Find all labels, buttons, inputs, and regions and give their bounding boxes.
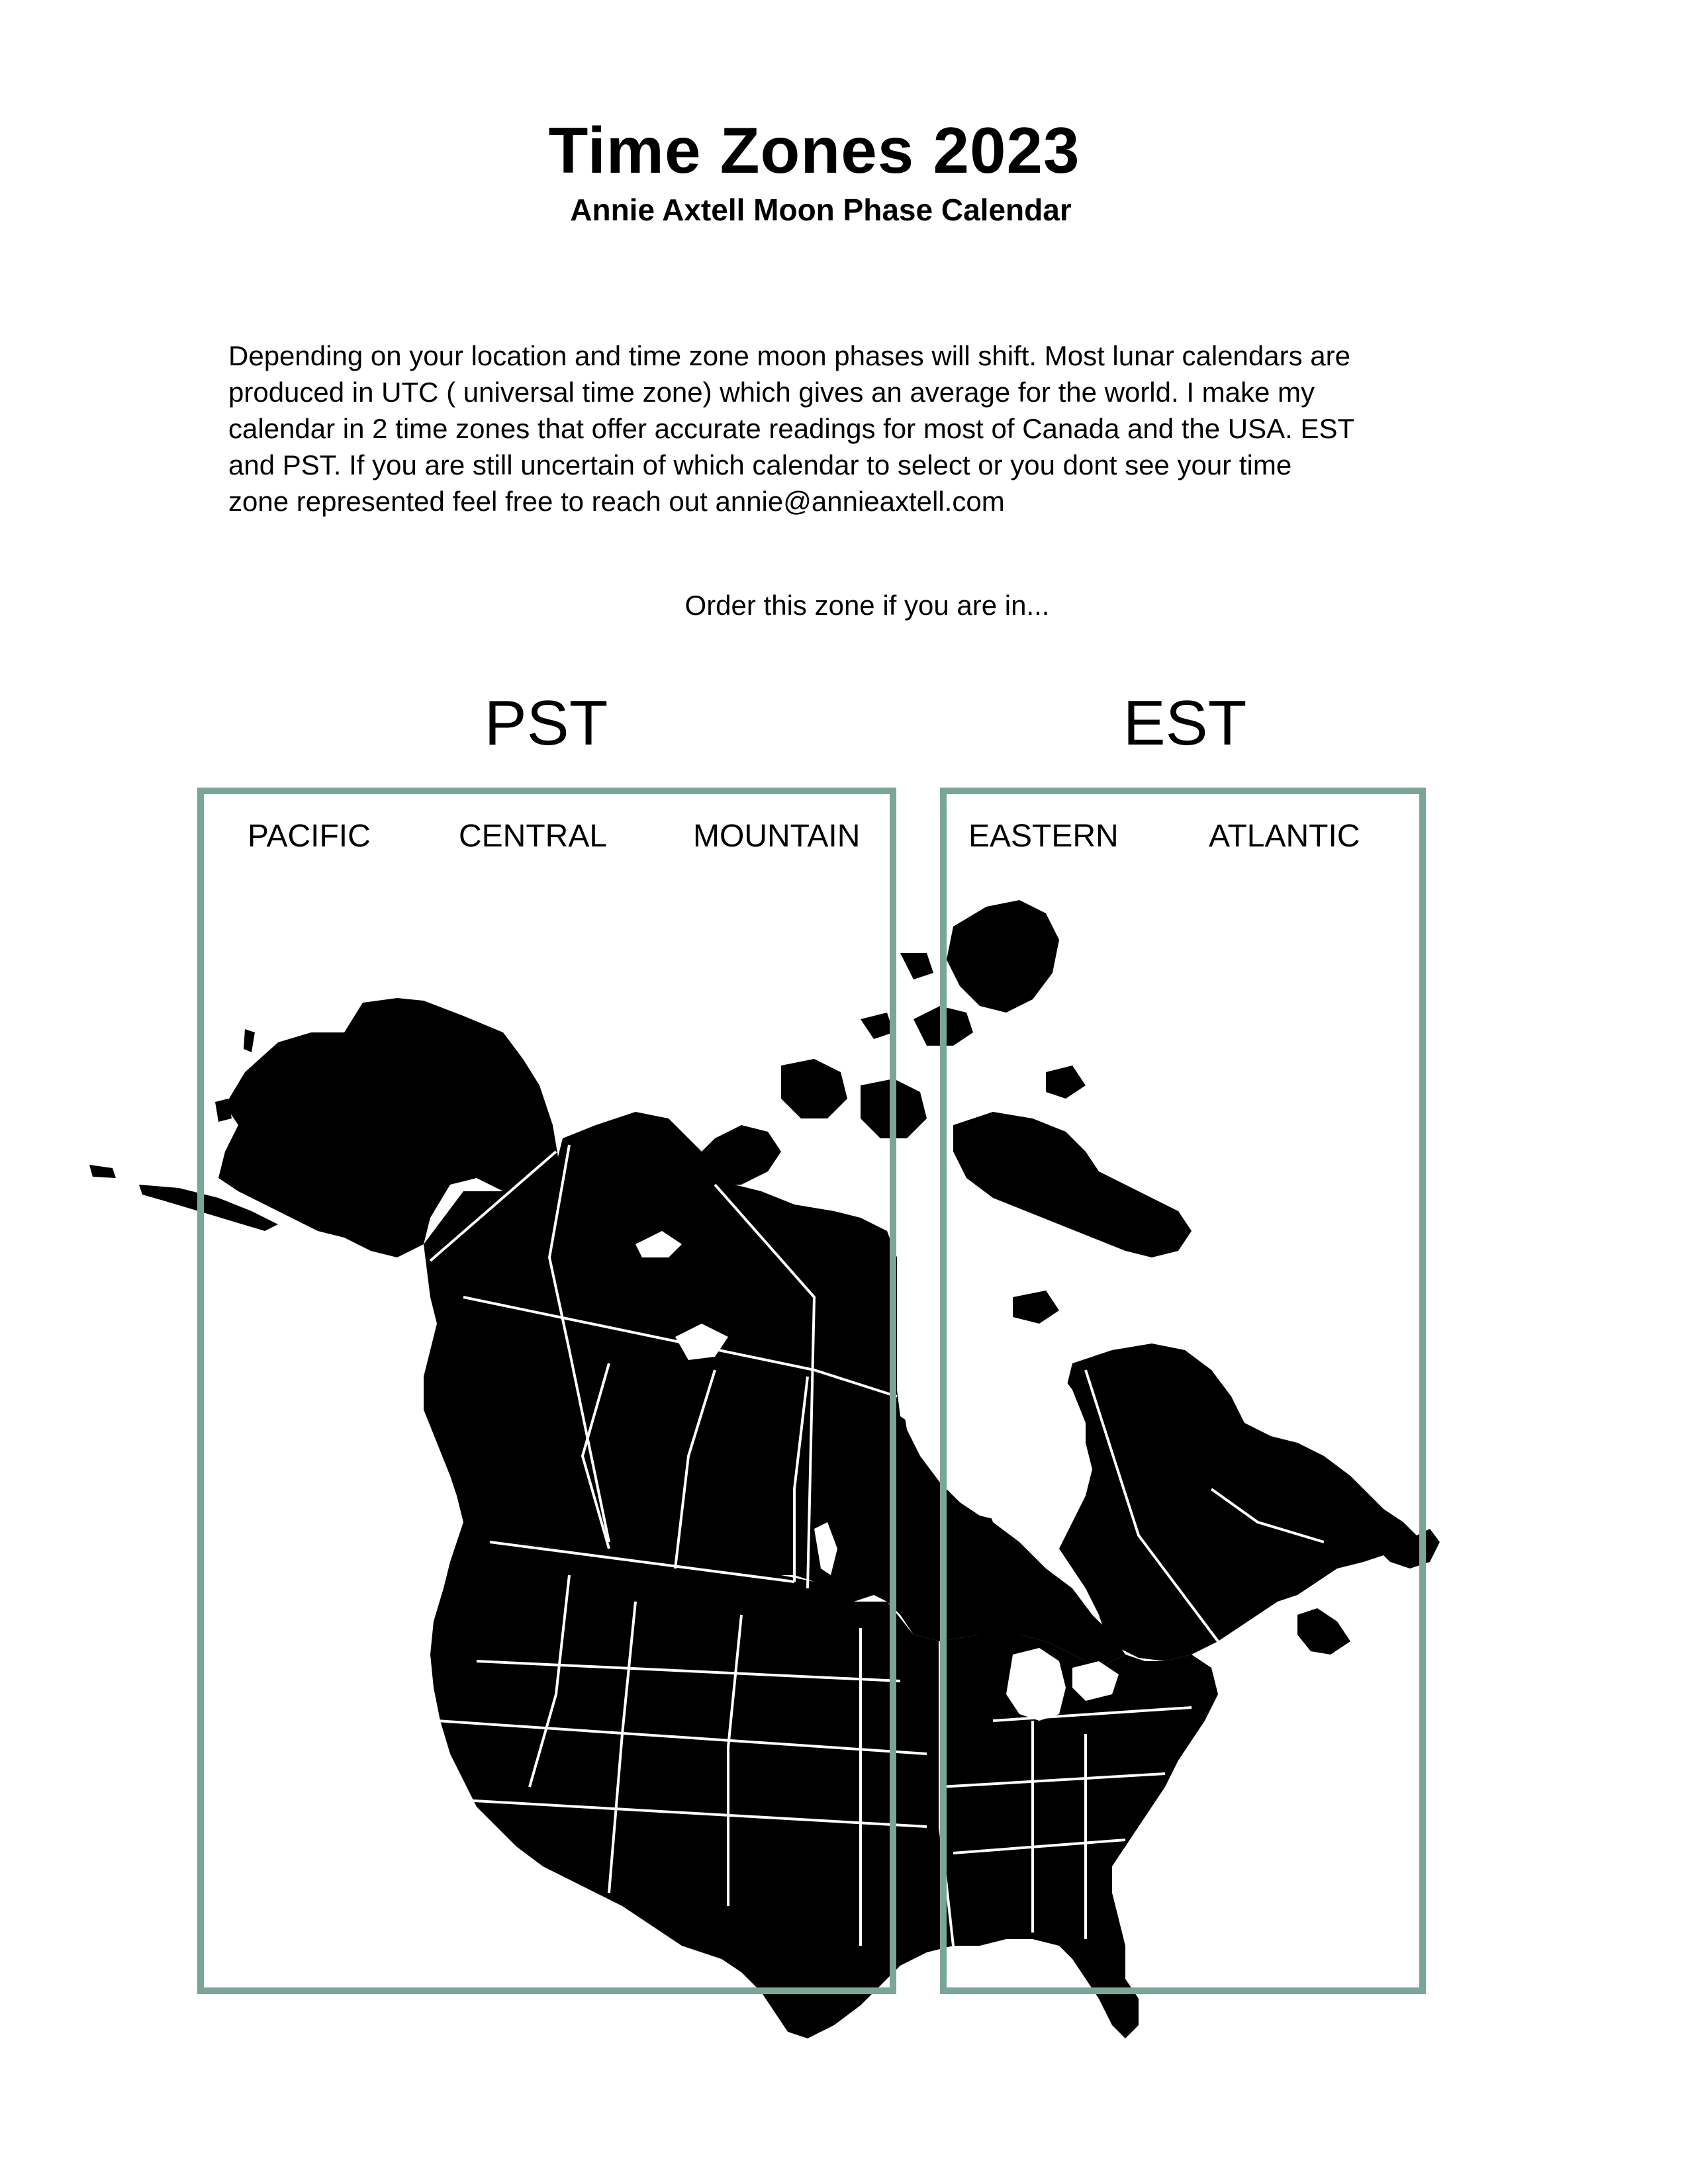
land-arctic-island — [900, 953, 933, 979]
est-zone-frame — [940, 788, 1426, 1994]
intro-line: zone represented feel free to reach out annie@annieaxtell.com — [228, 486, 1005, 517]
region-label-eastern: EASTERN — [968, 819, 1119, 854]
intro-line: produced in UTC ( universal time zone) which gives an average for the world. I make my — [228, 377, 1315, 408]
intro-line: Depending on your location and time zone moon phases will shift. Most lunar calendars are — [228, 340, 1350, 371]
intro-line: calendar in 2 time zones that offer accurate readings for most of Canada and the USA. EST — [228, 413, 1355, 444]
land-alaska-island — [89, 1165, 116, 1178]
intro-line: and PST. If you are still uncertain of which calendar to select or you dont see your time — [228, 449, 1292, 480]
page-title: Time Zones 2023 — [548, 114, 1080, 187]
zone-heading-est: EST — [1123, 688, 1247, 758]
region-label-pacific: PACIFIC — [248, 819, 371, 854]
region-label-central: CENTRAL — [459, 819, 608, 854]
pst-zone-frame — [197, 788, 896, 1994]
region-label-atlantic: ATLANTIC — [1209, 819, 1360, 854]
order-note: Order this zone if you are in... — [684, 590, 1050, 621]
zone-heading-pst: PST — [484, 688, 608, 758]
page-subtitle: Annie Axtell Moon Phase Calendar — [570, 193, 1072, 227]
region-label-mountain: MOUNTAIN — [693, 819, 861, 854]
